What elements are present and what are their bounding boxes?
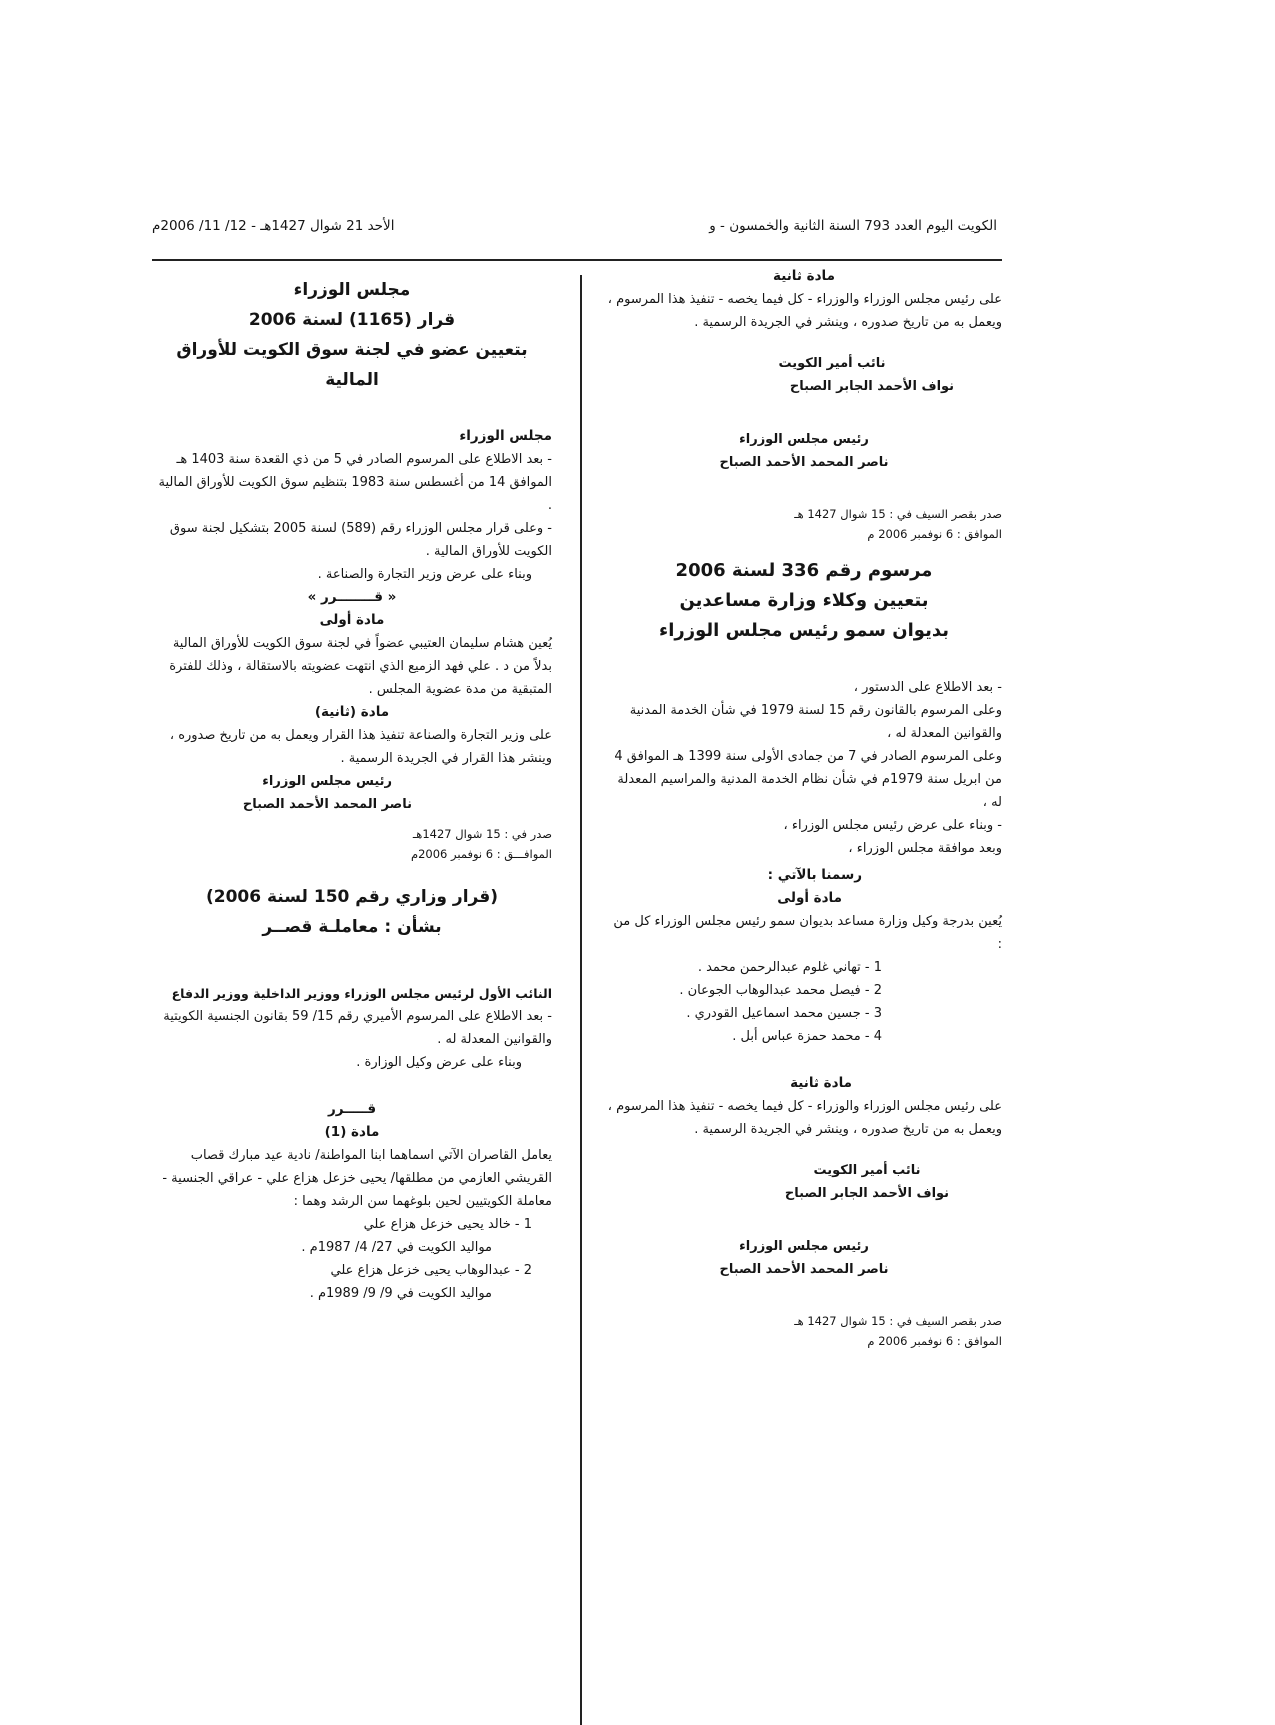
issued-date: صدر في : 15 شوال 1427هـ [412, 827, 552, 841]
header-issue-info: الكويت اليوم العدد 793 السنة الثانية والخمسون - و [709, 218, 997, 234]
right-column [606, 265, 1002, 1351]
decision-heading: قـــــرر [327, 1101, 377, 1117]
issued-corresponding-date: الموافق : 6 نوفمبر 2006 م [867, 527, 1002, 541]
preamble-line: - بعد الاطلاع على الدستور ، [853, 680, 1002, 695]
article-1-text: يُعين بدرجة وكيل وزارة مساعد بديوان سمو رئيس مجلس الوزراء كل من : [613, 914, 1002, 952]
decree-subtitle: بتعيين وكلاء وزارة مساعدين [679, 590, 929, 611]
article-1-title: مادة أولى [319, 612, 385, 628]
preamble-line: وعلى المرسوم الصادر في 7 من جمادى الأولى سنة 1399 هـ الموافق 4 من ابريل سنة 1979م في شأن نظام الخدمة المدنية والمراسيم المعدلة له ، [614, 749, 1002, 810]
issued-place-date: صدر بقصر السيف في : 15 شوال 1427 هـ [794, 1314, 1002, 1328]
list-item-detail: مواليد الكويت في 27/ 4/ 1987م . [301, 1240, 492, 1255]
signature-name: نواف الأحمد الجابر الصباح [789, 379, 955, 394]
decision-heading: « قــــــــرر » [307, 589, 397, 605]
list-item: 1 - تهاني غلوم عبدالرحمن محمد . [697, 960, 882, 975]
article-1-text: يُعين هشام سليمان العتيبي عضواً في لجنة سوق الكويت للأوراق المالية بدلاً من د . علي فهد الزميع الذي انتهت عضويته بالاستقالة ، وذلك للفترة المتبقية من مدة عضوية المجلس . [169, 636, 552, 697]
signature-name: نواف الأحمد الجابر الصباح [784, 1186, 950, 1201]
article-2-title: مادة ثانية [790, 1075, 852, 1091]
preamble-paragraph: - بعد الاطلاع على المرسوم الصادر في 5 من ذي القعدة سنة 1403 هـ الموافق 14 من أغسطس سنة 1983 بتنظيم سوق الكويت للأوراق المالية . [158, 452, 552, 513]
preamble-paragraph: - بعد الاطلاع على المرسوم الأميري رقم 15/ 59 بقانون الجنسية الكويتية والقوانين المعدلة له . [163, 1009, 552, 1047]
resolution-title: قرار (1165) لسنة 2006 [248, 310, 456, 330]
decree-title: مرسوم رقم 336 لسنة 2006 [675, 560, 933, 581]
article-1-title: مادة أولى [777, 890, 842, 906]
preamble-paragraph: - وعلى قرار مجلس الوزراء رقم (589) لسنة 2005 بتشكيل لجنة سوق الكويت للأوراق المالية . [169, 521, 552, 559]
issued-corresponding-date: الموافـــق : 6 نوفمبر 2006م [410, 847, 552, 861]
list-item: 2 - فيصل محمد عبدالوهاب الجوعان . [679, 983, 882, 998]
article-2-title: مادة ثانية [773, 268, 835, 284]
article-2-text: على وزير التجارة والصناعة تنفيذ هذا القرار ويعمل به من تاريخ صدوره ، وينشر هذا القرار في الجريدة الرسمية . [169, 728, 552, 766]
preamble-paragraph: وبناء على عرض وكيل الوزارة . [356, 1055, 522, 1070]
section-heading: مجلس الوزراء [293, 280, 411, 300]
decree-resolution: رسمنا بالآتي : [767, 867, 862, 883]
article-2-text: على رئيس مجلس الوزراء والوزراء - كل فيما يخصه - تنفيذ هذا المرسوم ، ويعمل به من تاريخ صدوره ، وينشر في الجريدة الرسمية . [607, 1099, 1002, 1137]
preamble-line: - وبناء على عرض رئيس مجلس الوزراء ، [783, 818, 1002, 833]
left-column [152, 275, 552, 1305]
signature-name: ناصر المحمد الأحمد الصباح [719, 455, 889, 470]
issuing-authority: النائب الأول لرئيس مجلس الوزراء ووزير الداخلية ووزير الدفاع [171, 986, 552, 1001]
column-divider [580, 275, 582, 1725]
resolution-subject: بتعيين عضو في لجنة سوق الكويت للأوراق المالية [176, 340, 528, 390]
list-item: 4 - محمد حمزة عباس أبل . [732, 1029, 882, 1044]
council-heading: مجلس الوزراء [459, 428, 552, 444]
list-item: 1 - خالد يحيى خزعل هزاع علي [363, 1217, 532, 1232]
signature-role: نائب أمير الكويت [778, 356, 886, 371]
issued-corresponding-date: الموافق : 6 نوفمبر 2006 م [867, 1334, 1002, 1348]
article-2-title: مادة (ثانية) [314, 704, 390, 720]
list-item-detail: مواليد الكويت في 9/ 9/ 1989م . [309, 1286, 492, 1301]
signature-role: رئيس مجلس الوزراء [262, 774, 392, 789]
signature-role: نائب أمير الكويت [813, 1163, 921, 1178]
list-item: 2 - عبدالوهاب يحيى خزعل هزاع علي [330, 1263, 532, 1278]
ministerial-resolution-subject: بشأن : معاملـة قصــر [262, 917, 442, 937]
article-1-text: يعامل القاصران الآتي اسماهما ابنا المواطنة/ نادية عيد مبارك قصاب القريشي العازمي من مطلقها/ يحيى خزعل هزاع علي - عراقي الجنسية - معاملة الكويتيين لحين بلوغهما سن الرشد وهما : [162, 1148, 552, 1209]
header-rule [152, 259, 1002, 261]
ministerial-resolution-title: (قرار وزاري رقم 150 لسنة 2006) [205, 887, 499, 907]
signature-name: ناصر المحمد الأحمد الصباح [242, 797, 412, 812]
decree-subtitle: بديوان سمو رئيس مجلس الوزراء [659, 620, 949, 641]
preamble-line: وعلى المرسوم بالقانون رقم 15 لسنة 1979 في شأن الخدمة المدنية والقوانين المعدلة له ، [629, 703, 1002, 741]
signature-name: ناصر المحمد الأحمد الصباح [719, 1262, 889, 1277]
list-item: 3 - جسين محمد اسماعيل القودري . [686, 1006, 882, 1021]
issued-place-date: صدر بقصر السيف في : 15 شوال 1427 هـ [794, 507, 1002, 521]
signature-role: رئيس مجلس الوزراء [739, 432, 869, 447]
header-date: الأحد 21 شوال 1427هـ - 12/ 11/ 2006م [152, 218, 395, 234]
article-2-text: على رئيس مجلس الوزراء والوزراء - كل فيما يخصه - تنفيذ هذا المرسوم ، ويعمل به من تاريخ صدوره ، وينشر في الجريدة الرسمية . [607, 292, 1002, 330]
preamble-line: وبعد موافقة مجلس الوزراء ، [848, 841, 1002, 856]
preamble-paragraph: وبناء على عرض وزير التجارة والصناعة . [317, 567, 532, 582]
article-1-title: مادة (1) [324, 1124, 380, 1140]
signature-role: رئيس مجلس الوزراء [739, 1239, 869, 1254]
